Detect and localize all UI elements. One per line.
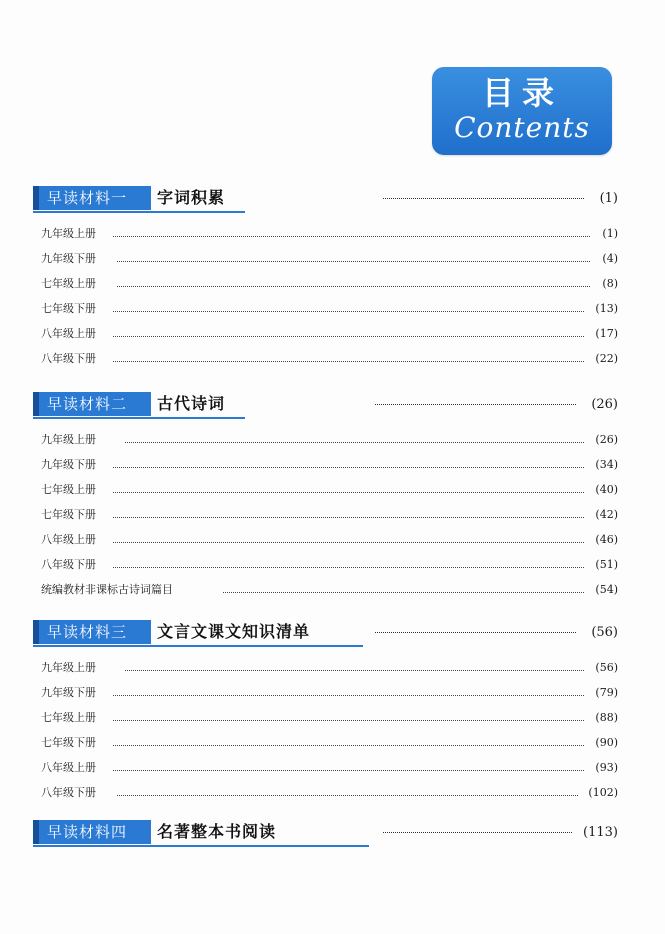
section-page-number: (113) [583,825,618,840]
toc-entry[interactable] [33,660,618,685]
entry-page-number: (79) [595,686,618,699]
leader-dots [113,720,584,721]
section-heading[interactable] [33,620,618,646]
title-english: Contents [454,111,590,144]
entry-label: 统编教材非课标古诗词篇目 [41,583,173,596]
entry-page-number: (8) [602,277,618,290]
section-underline [33,645,363,647]
entry-page-number: (34) [595,458,618,471]
entry-label: 七年级下册 [41,508,96,521]
toc-entry[interactable] [33,582,618,607]
leader-dots [113,542,584,543]
entry-label: 七年级上册 [41,277,96,290]
toc-entry[interactable] [33,482,618,507]
toc-entry[interactable] [33,532,618,557]
entry-page-number: (56) [595,661,618,674]
entry-label: 九年级下册 [41,252,96,265]
leader-dots [113,361,584,362]
section-title: 古代诗词 [157,394,226,413]
toc-entry[interactable] [33,226,618,251]
toc-entry[interactable] [33,735,618,760]
entry-label: 八年级上册 [41,761,96,774]
entry-page-number: (1) [602,227,618,240]
leader-dots [113,517,584,518]
toc-entry[interactable] [33,760,618,785]
section-tag: 早读材料四 [33,820,151,844]
leader-dots [223,592,584,593]
entry-label: 九年级上册 [41,433,96,446]
toc-entry[interactable] [33,457,618,482]
toc-entry[interactable] [33,557,618,582]
entry-page-number: (17) [595,327,618,340]
entry-list [33,226,618,376]
entry-page-number: (42) [595,508,618,521]
leader-dots [383,198,584,199]
section-page-number: (56) [591,625,618,640]
section-heading[interactable] [33,392,618,418]
entry-label: 九年级下册 [41,458,96,471]
toc-entry[interactable] [33,301,618,326]
toc-entry[interactable] [33,507,618,532]
section-1 [33,186,618,376]
entry-page-number: (22) [595,352,618,365]
toc-entry[interactable] [33,351,618,376]
section-4 [33,820,618,846]
section-tag: 早读材料三 [33,620,151,644]
entry-label: 八年级上册 [41,327,96,340]
entry-label: 九年级上册 [41,227,96,240]
entry-label: 七年级下册 [41,736,96,749]
title-chinese: 目录 [481,74,562,112]
entry-label: 九年级下册 [41,686,96,699]
toc-entry[interactable] [33,685,618,710]
leader-dots [125,442,584,443]
section-title: 文言文课文知识清单 [157,622,311,641]
toc-entry[interactable] [33,251,618,276]
entry-label: 八年级下册 [41,558,96,571]
toc-entry[interactable] [33,432,618,457]
entry-page-number: (40) [595,483,618,496]
leader-dots [117,286,590,287]
leader-dots [113,492,584,493]
leader-dots [113,695,584,696]
section-underline [33,845,369,847]
toc-entry[interactable] [33,710,618,735]
section-underline [33,417,245,419]
leader-dots [113,311,584,312]
leader-dots [113,745,584,746]
entry-page-number: (102) [588,786,618,799]
entry-page-number: (4) [602,252,618,265]
entry-page-number: (88) [595,711,618,724]
section-3 [33,620,618,810]
section-page-number: (1) [599,191,618,206]
entry-label: 七年级下册 [41,302,96,315]
leader-dots [113,336,584,337]
section-tag: 早读材料一 [33,186,151,210]
toc-entry[interactable] [33,785,618,810]
section-title: 名著整本书阅读 [157,822,277,841]
leader-dots [113,770,584,771]
section-heading[interactable] [33,186,618,212]
section-title: 字词积累 [157,188,226,207]
leader-dots [117,795,578,796]
entry-label: 八年级上册 [41,533,96,546]
entry-list [33,660,618,810]
section-tag: 早读材料二 [33,392,151,416]
leader-dots [383,832,572,833]
entry-page-number: (13) [595,302,618,315]
section-heading[interactable] [33,820,618,846]
entry-list [33,432,618,607]
toc-entry[interactable] [33,326,618,351]
section-page-number: (26) [591,397,618,412]
entry-label: 八年级下册 [41,786,96,799]
entry-page-number: (54) [595,583,618,596]
contents-title-badge [432,67,612,155]
leader-dots [125,670,584,671]
leader-dots [113,467,584,468]
entry-label: 八年级下册 [41,352,96,365]
entry-page-number: (93) [595,761,618,774]
entry-label: 七年级上册 [41,483,96,496]
section-underline [33,211,245,213]
leader-dots [375,404,576,405]
entry-page-number: (51) [595,558,618,571]
leader-dots [117,261,590,262]
leader-dots [113,236,590,237]
entry-page-number: (90) [595,736,618,749]
leader-dots [375,632,576,633]
entry-page-number: (26) [595,433,618,446]
entry-page-number: (46) [595,533,618,546]
toc-entry[interactable] [33,276,618,301]
leader-dots [113,567,584,568]
entry-label: 七年级上册 [41,711,96,724]
section-2 [33,392,618,607]
entry-label: 九年级上册 [41,661,96,674]
